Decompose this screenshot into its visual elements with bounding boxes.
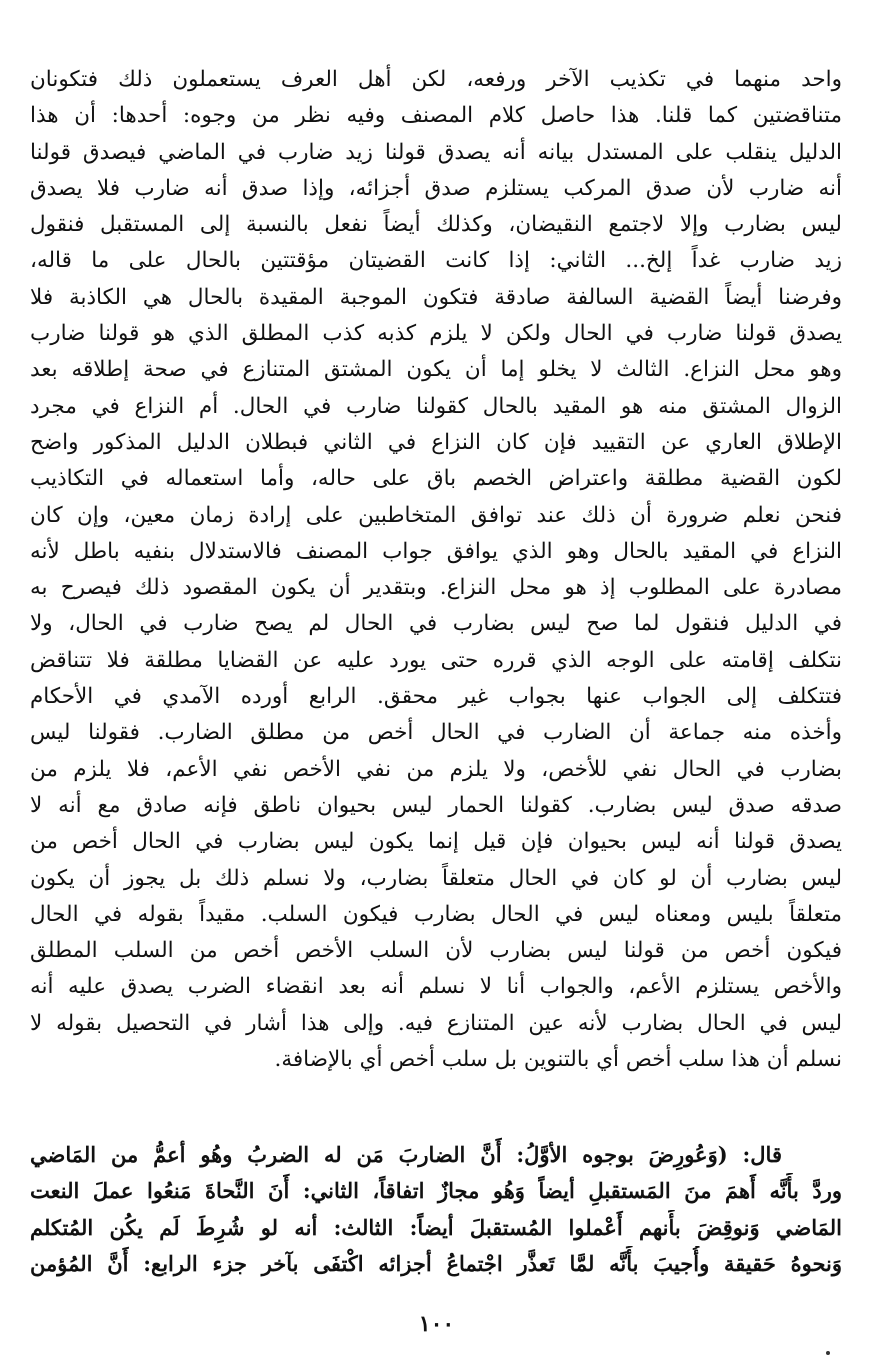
- text-line: ليس بضارب وإلا لاجتمع النقيضان، وكذلك أيضاً نفعل بالنسبة إلى المستقبل فنقول: [30, 212, 842, 238]
- text-line: يصدق قولنا ضارب في الحال ولكن لا يلزم كذبه كذب المطلق الذي هو قولنا ضارب: [30, 321, 842, 347]
- text-line: فنحن نعلم ضرورة أن ذلك عند توافق المتخاطبين على إرادة زمان معين، وإن كان: [30, 502, 842, 528]
- text-line: والأخص يستلزم الأعم، والجواب أنا لا نسلم أنه بعد انقضاء الضرب يصدق عليه أنه: [30, 974, 842, 1000]
- text-line: أنه ضارب لأن صدق المركب يستلزم صدق أجزائه، وإذا صدق أنه ضارب فلا يصدق: [30, 175, 842, 201]
- text-line: فيكون أخص من قولنا ليس بضارب لأن السلب الأخص أخص من السلب المطلق: [30, 938, 842, 964]
- quote-line: وردَّ بأَنَّه أَهمَ منَ المَستقبلِ أيضاً وَهُو مجازٌ اتفاقاً، الثاني: أَنَ النَّحاةَ مَنعُوا عملَ النعت: [30, 1178, 842, 1204]
- quote-line: قال: (وَعُورِضَ بوجوه الأوَّلُ: أَنَّ الضاربَ مَن له الضربُ وهُو أعمُّ من المَاضي: [30, 1142, 782, 1167]
- quote-line: المَاضي وَنوقِضَ بأَنهم أَعْملوا المُستقبلَ أيضاً: الثالث: أنه لو شُرِطَ لَم يكُن المُتكلم: [30, 1214, 842, 1240]
- text-line: وهو محل النزاع. الثالث لا يخلو إما أن يكون المشتق المتنازع في صحة إطلاقه بعد: [30, 357, 842, 383]
- scan-speck: [826, 1351, 830, 1355]
- quoted-text-block: [30, 1137, 842, 1282]
- text-line: نتكلف إقامته على الوجه الذي قرره حتى يورد عليه عن القضايا مطلقة فلا تتناقض: [30, 647, 842, 673]
- text-line: فتتكلف إلى الجواب عنها بجواب غير محقق. الرابع أورده الآمدي في الأحكام: [30, 684, 842, 710]
- text-line: صدقه صدق ليس بضارب. كقولنا الحمار ليس بحيوان ناطق فإنه صادق مع أنه لا: [30, 792, 842, 818]
- text-line: متعلقاً بليس ومعناه ليس في الحال بضارب فيكون السلب. مقيداً بقوله في الحال: [30, 901, 842, 927]
- text-line: في الدليل فنقول لما صح ليس بضارب في الحال لم يصح ضارب في الحال، ولا: [30, 611, 842, 637]
- text-line: وفرضنا أيضاً القضية السالفة صادقة فتكون الموجبة المقيدة بالحال هي الكاذبة فلا: [30, 284, 842, 310]
- text-line: الزوال المشتق منه هو المقيد بالحال كقولنا ضارب في الحال. أم النزاع في مجرد: [30, 393, 842, 419]
- text-line: ليس بضارب أن لو كان في الحال متعلقاً بضارب، ولا نسلم ذلك بل يجوز أن يكون: [30, 865, 842, 891]
- text-line: ليس في الحال بضارب لأنه عين المتنازع فيه. وإلى هذا أشار في التحصيل بقوله لا: [30, 1010, 842, 1036]
- text-line: وأخذه منه جماعة أن الضارب في الحال أخص من مطلق الضارب. فقولنا ليس: [30, 720, 842, 746]
- text-line-last: نسلم أن هذا سلب أخص أي بالتنوين بل سلب أخص أي بالإضافة.: [274, 1047, 842, 1073]
- text-line: يصدق قولنا أنه ليس بحيوان فإن قيل إنما يكون ليس بضارب في الحال أخص من: [30, 829, 842, 855]
- quote-line: وَنحوهُ حَقيقة وأُجيبَ بأَنَّه لمَّا تَعذَّر اجْتماعُ أجزائه اكْتفَى بآخر جزء الرابع: أَنَّ المُؤمن: [30, 1250, 842, 1276]
- text-line: لكون القضية مطلقة واعتراض الخصم باق على حاله، وأما استعماله في التكاذيب: [30, 466, 842, 492]
- text-line: مصادرة على المطلوب إذ هو محل النزاع. وبتقدير أن يكون المقصود ذلك فيصرح به: [30, 575, 842, 601]
- text-line: متناقضتين كما قلنا. هذا حاصل كلام المصنف وفيه نظر من وجوه: أحدها: أن هذا: [30, 103, 842, 129]
- text-line: بضارب في الحال نفي للأخص، ولا يلزم من نفي الأخص نفي الأعم، فلا يلزم من: [30, 756, 842, 782]
- main-text-block: [30, 62, 842, 1078]
- text-line: النزاع في المقيد بالحال وهو الذي يوافق جواب المصنف فالاستدلال بنفيه باطل لأنه: [30, 538, 842, 564]
- text-line: الدليل ينقلب على المستدل بيانه أنه يصدق قولنا زيد ضارب في الماضي فيصدق قولنا: [30, 139, 842, 165]
- page-number: ١٠٠: [418, 1311, 455, 1337]
- text-line: الإطلاق العاري عن التقييد فإن كان النزاع في الثاني فبطلان الدليل المذكور واضح: [30, 429, 842, 455]
- text-line: واحد منهما في تكذيب الآخر ورفعه، لكن أهل العرف يستعملون ذلك فتكونان: [30, 67, 842, 92]
- text-line: زيد ضارب غداً إلخ... الثاني: إذا كانت القضيتان مؤقتتين بالحال على ما قاله،: [30, 248, 842, 274]
